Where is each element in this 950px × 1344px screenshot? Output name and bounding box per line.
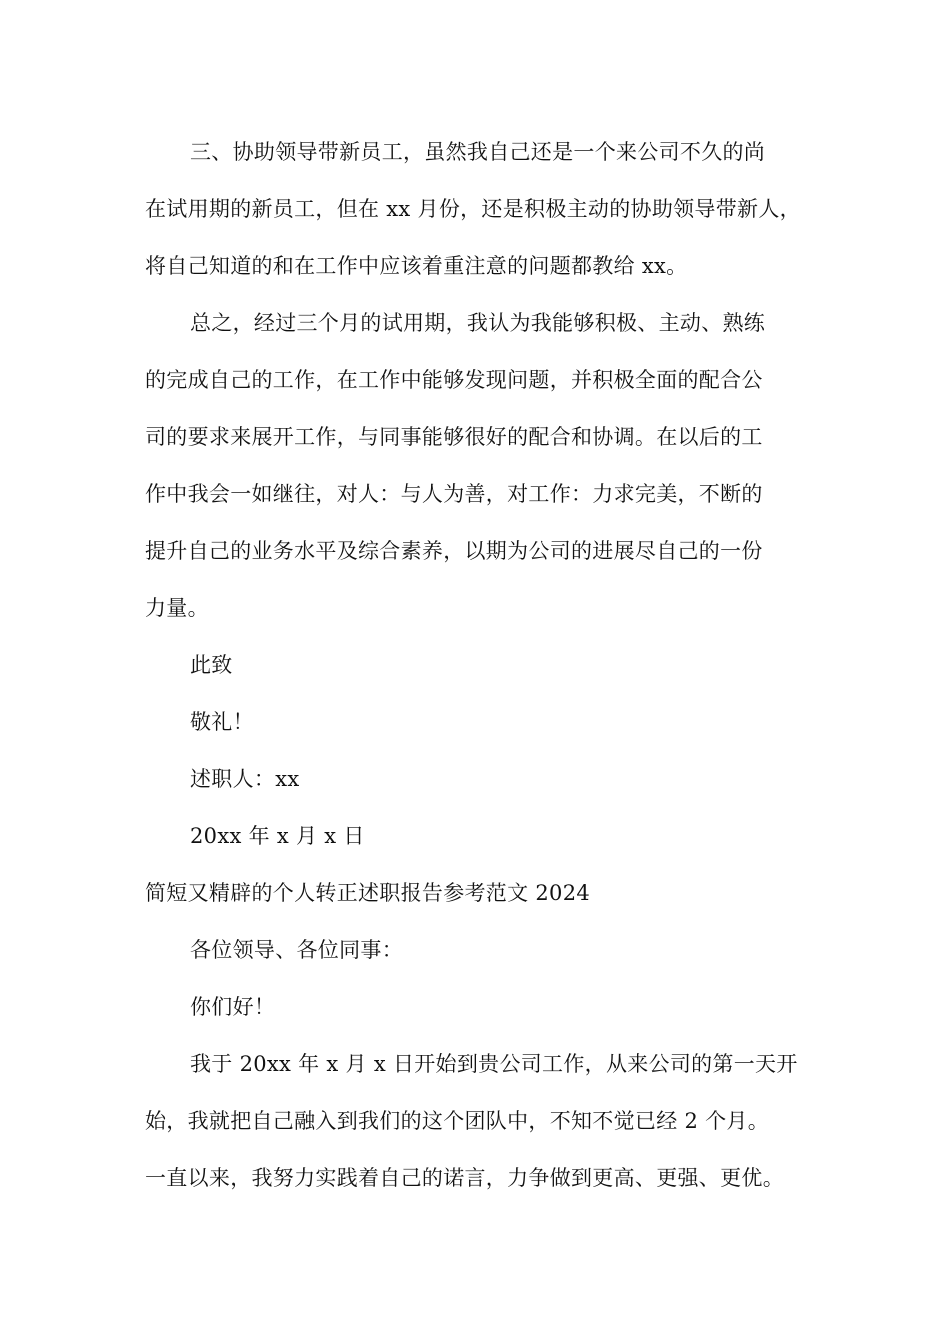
text-line: 一直以来，我努力实践着自己的诺言，力争做到更高、更强、更优。 <box>145 1166 784 1190</box>
text-line: 的完成自己的工作，在工作中能够发现问题，并积极全面的配合公 <box>145 368 763 392</box>
closing-salutation: 此致 <box>190 653 233 677</box>
text-line: 将自己知道的和在工作中应该着重注意的问题都教给 xx。 <box>145 254 688 278</box>
text-line: 总之，经过三个月的试用期，我认为我能够积极、主动、熟练 <box>190 311 766 335</box>
text-line: 力量。 <box>145 596 209 620</box>
text-line: 始，我就把自己融入到我们的这个团队中，不知不觉已经 2 个月。 <box>145 1109 770 1133</box>
text-line: 我于 20xx 年 x 月 x 日开始到贵公司工作，从来公司的第一天开 <box>190 1052 798 1076</box>
text-line: 提升自己的业务水平及综合素养，以期为公司的进展尽自己的一份 <box>145 539 763 563</box>
text-line: 作中我会一如继往，对人：与人为善，对工作：力求完美，不断的 <box>145 482 763 506</box>
reporter-signature: 述职人：xx <box>190 767 300 791</box>
text-line: 在试用期的新员工，但在 xx 月份，还是积极主动的协助领导带新人， <box>145 197 801 221</box>
report-date: 20xx 年 x 月 x 日 <box>190 824 365 848</box>
section-title: 简短又精辟的个人转正述职报告参考范文 2024 <box>145 881 591 905</box>
closing-regards: 敬礼！ <box>190 710 254 734</box>
text-line: 司的要求来展开工作，与同事能够很好的配合和协调。在以后的工 <box>145 425 763 449</box>
greeting: 你们好！ <box>190 995 276 1019</box>
document-body <box>145 128 810 1211</box>
greeting: 各位领导、各位同事： <box>190 938 403 962</box>
text-line: 三、协助领导带新员工，虽然我自己还是一个来公司不久的尚 <box>190 140 766 164</box>
